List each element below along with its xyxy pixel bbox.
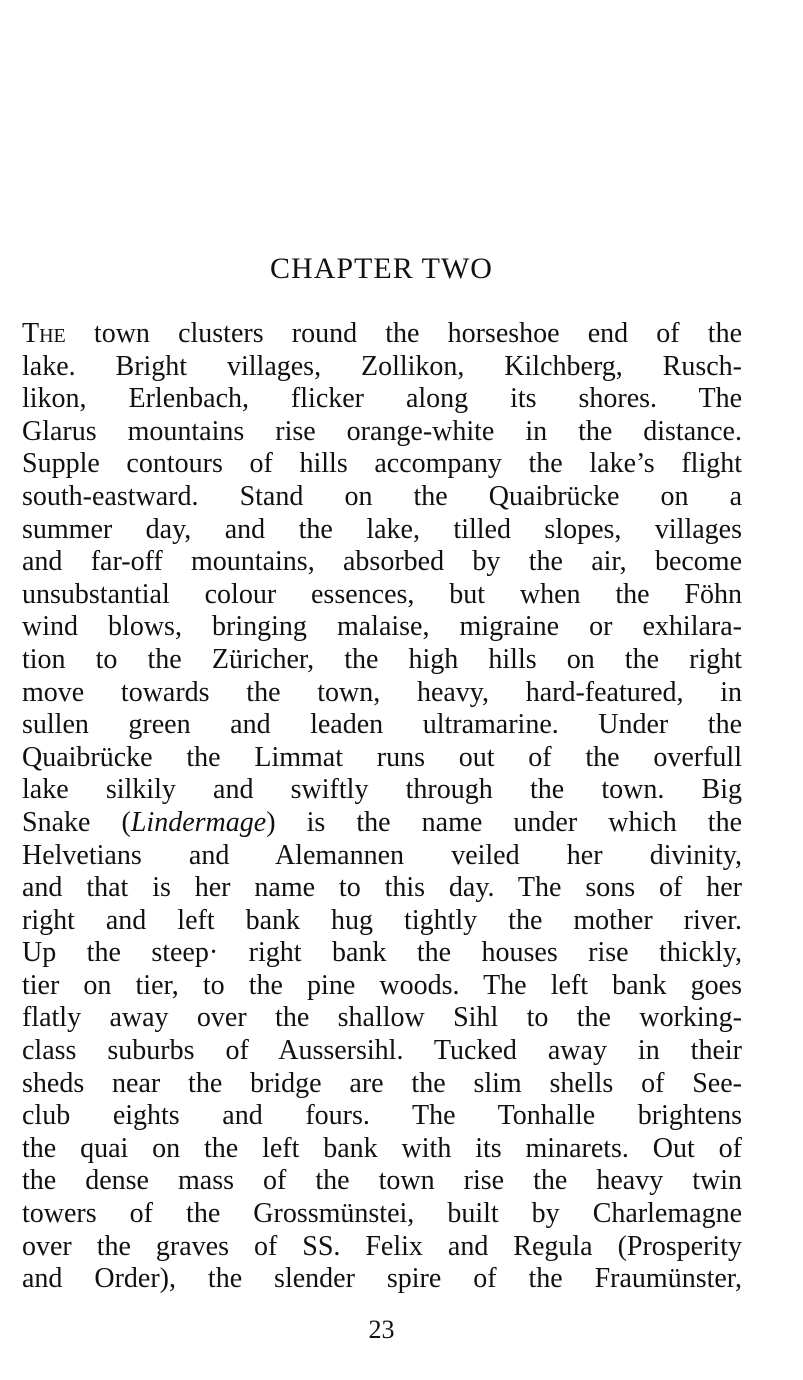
- text-line: south-eastward. Stand on the Quaibrücke on a: [22, 480, 742, 512]
- text-line: lake silkily and swiftly through the town. Big: [22, 774, 742, 806]
- text-line: sullen green and leaden ultramarine. Under the: [22, 709, 742, 741]
- text-line: Glarus mountains rise orange-white in the distance.: [22, 415, 742, 447]
- text-line: class suburbs of Aussersihl. Tucked away in their: [22, 1035, 742, 1067]
- text-line: right and left bank hug tightly the mother river.: [22, 904, 742, 936]
- text-line: over the graves of SS. Felix and Regula (Prosperity: [22, 1230, 742, 1262]
- text-line: Quaibrücke the Limmat runs out of the overfull: [22, 741, 742, 773]
- text-line: wind blows, bringing malaise, migraine or exhilara-: [22, 611, 742, 643]
- text-line: unsubstantial colour essences, but when the Föhn: [22, 578, 742, 610]
- text-line: towers of the Grossmünstei, built by Charlemagne: [22, 1198, 742, 1230]
- text-line: tion to the Züricher, the high hills on the right: [22, 643, 742, 675]
- text-line: flatly away over the shallow Sihl to the working-: [22, 1002, 742, 1034]
- text-line: Helvetians and Alemannen veiled her divinity,: [22, 839, 742, 871]
- chapter-heading: CHAPTER TWO: [270, 252, 493, 285]
- italic-term: Lindermage: [130, 806, 267, 838]
- text-line: and that is her name to this day. The sons of her: [22, 872, 742, 904]
- text-line: tier on tier, to the pine woods. The left bank goes: [22, 969, 742, 1001]
- text-line: summer day, and the lake, tilled slopes, villages: [22, 513, 742, 545]
- opening-word: The: [22, 318, 66, 349]
- text-line: and Order), the slender spire of the Fraumünster,: [22, 1263, 742, 1295]
- page-number: 23: [368, 1315, 395, 1344]
- body-paragraph: [22, 318, 742, 1296]
- text-line: The town clusters round the horseshoe end of the: [22, 318, 742, 349]
- text-line: the dense mass of the town rise the heavy twin: [22, 1165, 742, 1197]
- text-line: likon, Erlenbach, flicker along its shores. The: [22, 383, 742, 415]
- text-line: move towards the town, heavy, hard-featured, in: [22, 676, 742, 708]
- text-line: lake. Bright villages, Zollikon, Kilchberg, Rusch-: [22, 350, 742, 382]
- text-line: Up the steep· right bank the houses rise thickly,: [22, 937, 742, 969]
- text-line: the quai on the left bank with its minarets. Out of: [22, 1132, 742, 1164]
- text-line: sheds near the bridge are the slim shells of See-: [22, 1067, 742, 1099]
- text-line: club eights and fours. The Tonhalle brightens: [22, 1100, 742, 1132]
- text-line: Supple contours of hills accompany the lake’s flight: [22, 448, 742, 480]
- text-line: Snake (Lindermage) is the name under which the: [22, 806, 742, 838]
- text-line: and far-off mountains, absorbed by the air, become: [22, 546, 742, 578]
